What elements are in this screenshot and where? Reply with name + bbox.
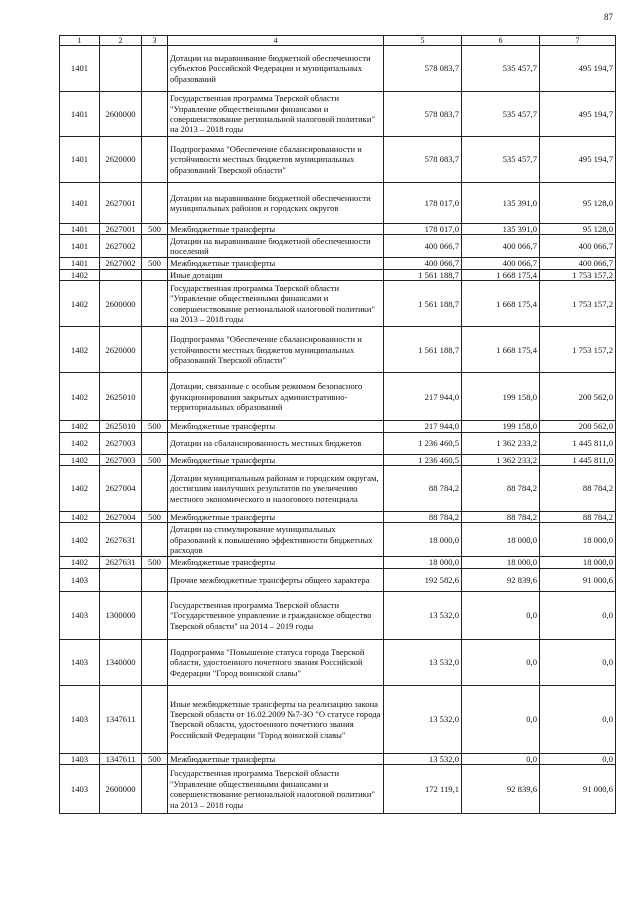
column-header: 2: [100, 36, 142, 46]
table-row: [60, 557, 616, 568]
column-header: 4: [168, 36, 384, 46]
column-header: 7: [540, 36, 616, 46]
target-code: [100, 269, 142, 280]
target-code: 2627004: [100, 466, 142, 512]
amount-year-3: 400 066,7: [540, 235, 616, 258]
item-name: Межбюджетные трансферты: [168, 557, 384, 568]
table-row: [60, 137, 616, 183]
column-header: 6: [462, 36, 540, 46]
item-name: Государственная программа Тверской области "Управление общественными финансами и совершенствование региональной налоговой политики" на 2013 – 2018 годы: [168, 92, 384, 137]
amount-year-1: 18 000,0: [384, 557, 462, 568]
section-code: 1402: [60, 523, 100, 557]
amount-year-1: 1 236 460,5: [384, 454, 462, 465]
amount-year-2: 0,0: [462, 685, 540, 753]
target-code: 2627001: [100, 224, 142, 235]
target-code: 2600000: [100, 281, 142, 327]
table-row: [60, 523, 616, 557]
item-name: Государственная программа Тверской области "Управление общественными финансами и совершенствование региональной налоговой политики" на 2013 – 2018 годы: [168, 765, 384, 814]
amount-year-3: 495 194,7: [540, 46, 616, 92]
amount-year-1: 18 000,0: [384, 523, 462, 557]
section-code: 1401: [60, 92, 100, 137]
section-code: 1403: [60, 685, 100, 753]
amount-year-2: 400 066,7: [462, 258, 540, 269]
target-code: 2627002: [100, 235, 142, 258]
section-code: 1401: [60, 137, 100, 183]
amount-year-2: 135 391,0: [462, 183, 540, 224]
target-code: 2600000: [100, 92, 142, 137]
target-code: 2620000: [100, 327, 142, 373]
expense-type-code: [142, 373, 168, 421]
item-name: Межбюджетные трансферты: [168, 753, 384, 764]
amount-year-1: 217 944,0: [384, 373, 462, 421]
amount-year-2: 535 457,7: [462, 46, 540, 92]
expense-type-code: [142, 591, 168, 639]
table-row: [60, 591, 616, 639]
expense-type-code: 500: [142, 258, 168, 269]
table-row: [60, 765, 616, 814]
target-code: 2627003: [100, 432, 142, 454]
expense-type-code: [142, 137, 168, 183]
target-code: 2627631: [100, 557, 142, 568]
amount-year-3: 95 128,0: [540, 224, 616, 235]
table-row: [60, 269, 616, 280]
target-code: 2627001: [100, 183, 142, 224]
amount-year-3: 0,0: [540, 753, 616, 764]
table-row: [60, 753, 616, 764]
item-name: Дотации на выравнивание бюджетной обеспеченности муниципальных районов и городских округов: [168, 183, 384, 224]
item-name: Подпрограмма "Повышение статуса города Тверской области, удостоенного почетного звания Российской Федерации "Город воинской славы": [168, 639, 384, 685]
amount-year-1: 578 083,7: [384, 46, 462, 92]
section-code: 1401: [60, 258, 100, 269]
expense-type-code: 500: [142, 557, 168, 568]
amount-year-3: 0,0: [540, 591, 616, 639]
expense-type-code: 500: [142, 753, 168, 764]
column-header: 3: [142, 36, 168, 46]
item-name: Межбюджетные трансферты: [168, 258, 384, 269]
section-code: 1402: [60, 421, 100, 432]
expense-type-code: [142, 235, 168, 258]
amount-year-2: 535 457,7: [462, 92, 540, 137]
amount-year-1: 578 083,7: [384, 92, 462, 137]
column-numbers-row: [60, 36, 616, 46]
amount-year-2: 199 158,0: [462, 373, 540, 421]
amount-year-3: 1 753 157,2: [540, 281, 616, 327]
column-header: 1: [60, 36, 100, 46]
expense-type-code: 500: [142, 454, 168, 465]
table-row: [60, 235, 616, 258]
page-number: 87: [604, 12, 613, 22]
section-code: 1403: [60, 568, 100, 591]
amount-year-2: 0,0: [462, 639, 540, 685]
table-row: [60, 432, 616, 454]
target-code: 2627004: [100, 512, 142, 523]
amount-year-2: 88 784,2: [462, 466, 540, 512]
amount-year-1: 192 582,6: [384, 568, 462, 591]
target-code: 1347611: [100, 685, 142, 753]
amount-year-3: 88 784,2: [540, 466, 616, 512]
amount-year-1: 13 532,0: [384, 639, 462, 685]
expense-type-code: [142, 92, 168, 137]
amount-year-1: 13 532,0: [384, 753, 462, 764]
amount-year-2: 1 668 175,4: [462, 327, 540, 373]
expense-type-code: [142, 432, 168, 454]
amount-year-3: 495 194,7: [540, 92, 616, 137]
section-code: 1401: [60, 235, 100, 258]
amount-year-2: 135 391,0: [462, 224, 540, 235]
amount-year-1: 178 017,0: [384, 183, 462, 224]
table-row: [60, 281, 616, 327]
expense-type-code: 500: [142, 512, 168, 523]
section-code: 1402: [60, 269, 100, 280]
item-name: Подпрограмма "Обеспечение сбалансированности и устойчивости местных бюджетов муниципальных образований Тверской области": [168, 327, 384, 373]
column-header: 5: [384, 36, 462, 46]
item-name: Дотации на выравнивание бюджетной обеспеченности субъектов Российской Федерации и муниципальных образований: [168, 46, 384, 92]
target-code: 2627631: [100, 523, 142, 557]
item-name: Подпрограмма "Обеспечение сбалансированности и устойчивости местных бюджетов муниципальных образований Тверской области": [168, 137, 384, 183]
table-row: [60, 327, 616, 373]
amount-year-3: 1 445 811,0: [540, 432, 616, 454]
item-name: Иные дотации: [168, 269, 384, 280]
target-code: 2600000: [100, 765, 142, 814]
expense-type-code: 500: [142, 421, 168, 432]
amount-year-2: 92 839,6: [462, 765, 540, 814]
amount-year-3: 1 753 157,2: [540, 269, 616, 280]
item-name: Дотации муниципальным районам и городским округам, достигшим наилучших результатов по увеличению местного экономического и налогового потенциала: [168, 466, 384, 512]
item-name: Прочие межбюджетные трансферты общего характера: [168, 568, 384, 591]
section-code: 1401: [60, 46, 100, 92]
table-row: [60, 454, 616, 465]
expense-type-code: [142, 183, 168, 224]
amount-year-1: 400 066,7: [384, 258, 462, 269]
amount-year-3: 18 000,0: [540, 557, 616, 568]
section-code: 1402: [60, 327, 100, 373]
expense-type-code: [142, 639, 168, 685]
table-row: [60, 685, 616, 753]
amount-year-3: 88 784,2: [540, 512, 616, 523]
expense-type-code: [142, 327, 168, 373]
expense-type-code: [142, 685, 168, 753]
item-name: Дотации, связанные с особым режимом безопасного функционирования закрытых административно-территориальных образований: [168, 373, 384, 421]
amount-year-1: 88 784,2: [384, 466, 462, 512]
item-name: Дотации на стимулирование муниципальных образований к повышению эффективности бюджетных расходов: [168, 523, 384, 557]
target-code: [100, 568, 142, 591]
amount-year-2: 18 000,0: [462, 557, 540, 568]
amount-year-2: 535 457,7: [462, 137, 540, 183]
amount-year-2: 1 668 175,4: [462, 281, 540, 327]
amount-year-1: 1 561 188,7: [384, 269, 462, 280]
table-row: [60, 568, 616, 591]
item-name: Государственная программа Тверской области "Государственное управление и гражданское общество Тверской области" на 2014 – 2019 годы: [168, 591, 384, 639]
amount-year-2: 400 066,7: [462, 235, 540, 258]
amount-year-3: 0,0: [540, 685, 616, 753]
amount-year-3: 495 194,7: [540, 137, 616, 183]
amount-year-3: 200 562,0: [540, 373, 616, 421]
item-name: Государственная программа Тверской области "Управление общественными финансами и совершенствование региональной налоговой политики" на 2013 – 2018 годы: [168, 281, 384, 327]
expense-type-code: [142, 281, 168, 327]
amount-year-2: 18 000,0: [462, 523, 540, 557]
section-code: 1402: [60, 557, 100, 568]
amount-year-3: 95 128,0: [540, 183, 616, 224]
target-code: 2627003: [100, 454, 142, 465]
amount-year-2: 92 839,6: [462, 568, 540, 591]
amount-year-1: 13 532,0: [384, 591, 462, 639]
amount-year-1: 217 944,0: [384, 421, 462, 432]
amount-year-2: 88 784,2: [462, 512, 540, 523]
amount-year-1: 578 083,7: [384, 137, 462, 183]
section-code: 1401: [60, 224, 100, 235]
section-code: 1402: [60, 466, 100, 512]
section-code: 1403: [60, 639, 100, 685]
amount-year-3: 1 753 157,2: [540, 327, 616, 373]
expense-type-code: [142, 523, 168, 557]
section-code: 1402: [60, 432, 100, 454]
expense-type-code: 500: [142, 224, 168, 235]
table-row: [60, 224, 616, 235]
table-row: [60, 639, 616, 685]
section-code: 1402: [60, 373, 100, 421]
table-row: [60, 466, 616, 512]
table-row: [60, 46, 616, 92]
amount-year-3: 200 562,0: [540, 421, 616, 432]
table-row: [60, 373, 616, 421]
amount-year-1: 1 561 188,7: [384, 327, 462, 373]
table-row: [60, 258, 616, 269]
expense-type-code: [142, 466, 168, 512]
target-code: 1300000: [100, 591, 142, 639]
table-row: [60, 421, 616, 432]
target-code: 1347611: [100, 753, 142, 764]
target-code: 2620000: [100, 137, 142, 183]
item-name: Дотации на выравнивание бюджетной обеспеченности поселений: [168, 235, 384, 258]
table-row: [60, 92, 616, 137]
amount-year-1: 1 236 460,5: [384, 432, 462, 454]
section-code: 1403: [60, 753, 100, 764]
item-name: Межбюджетные трансферты: [168, 224, 384, 235]
amount-year-2: 0,0: [462, 591, 540, 639]
amount-year-3: 1 445 811,0: [540, 454, 616, 465]
expense-type-code: [142, 46, 168, 92]
section-code: 1402: [60, 454, 100, 465]
amount-year-1: 1 561 188,7: [384, 281, 462, 327]
target-code: 2625010: [100, 373, 142, 421]
amount-year-3: 400 066,7: [540, 258, 616, 269]
amount-year-3: 91 000,6: [540, 765, 616, 814]
budget-table: [59, 35, 616, 814]
expense-type-code: [142, 568, 168, 591]
amount-year-1: 13 532,0: [384, 685, 462, 753]
amount-year-2: 1 362 233,2: [462, 454, 540, 465]
expense-type-code: [142, 269, 168, 280]
amount-year-3: 18 000,0: [540, 523, 616, 557]
section-code: 1403: [60, 765, 100, 814]
amount-year-2: 1 668 175,4: [462, 269, 540, 280]
item-name: Межбюджетные трансферты: [168, 454, 384, 465]
table-row: [60, 512, 616, 523]
amount-year-1: 178 017,0: [384, 224, 462, 235]
item-name: Дотации на сбалансированность местных бюджетов: [168, 432, 384, 454]
item-name: Межбюджетные трансферты: [168, 421, 384, 432]
amount-year-2: 199 158,0: [462, 421, 540, 432]
section-code: 1402: [60, 512, 100, 523]
section-code: 1401: [60, 183, 100, 224]
amount-year-2: 0,0: [462, 753, 540, 764]
amount-year-2: 1 362 233,2: [462, 432, 540, 454]
amount-year-1: 400 066,7: [384, 235, 462, 258]
amount-year-1: 88 784,2: [384, 512, 462, 523]
target-code: [100, 46, 142, 92]
amount-year-3: 0,0: [540, 639, 616, 685]
section-code: 1403: [60, 591, 100, 639]
target-code: 1340000: [100, 639, 142, 685]
amount-year-3: 91 000,6: [540, 568, 616, 591]
target-code: 2627002: [100, 258, 142, 269]
table-row: [60, 183, 616, 224]
section-code: 1402: [60, 281, 100, 327]
amount-year-1: 172 119,1: [384, 765, 462, 814]
item-name: Межбюджетные трансферты: [168, 512, 384, 523]
item-name: Иные межбюджетные трансферты на реализацию закона Тверской области от 16.02.2009 №7-ЗО "О статусе города Тверской области, удостоенного почетного звания Российской Федерации "Город воинской славы": [168, 685, 384, 753]
target-code: 2625010: [100, 421, 142, 432]
expense-type-code: [142, 765, 168, 814]
